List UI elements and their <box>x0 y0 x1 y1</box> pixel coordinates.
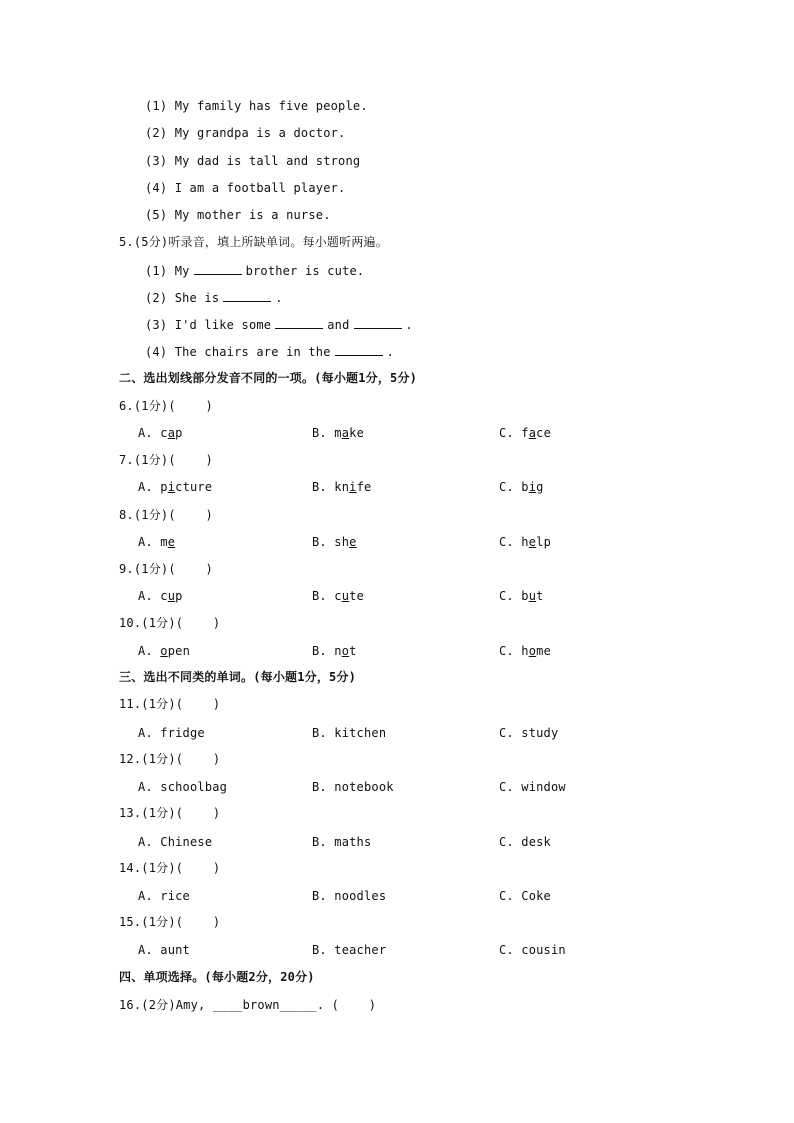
q6-stem: 6.(1分)( ) <box>119 399 213 413</box>
option-b[interactable]: B. notebook <box>312 780 394 794</box>
option-c[interactable]: C. cousin <box>499 943 566 957</box>
option-a[interactable]: A. me <box>138 535 176 549</box>
q4-sentence-4: (4) I am a football player. <box>145 181 346 195</box>
option-a[interactable]: A. rice <box>138 889 190 903</box>
option-c[interactable]: C. big <box>499 480 544 494</box>
option-a[interactable]: A. fridge <box>138 726 205 740</box>
option-b[interactable]: B. maths <box>312 835 372 849</box>
option-c[interactable]: C. face <box>499 426 552 440</box>
q7-stem: 7.(1分)( ) <box>119 453 213 467</box>
section-4-title: 四、单项选择。(每小题2分，20分) <box>119 970 315 984</box>
option-b[interactable]: B. teacher <box>312 943 387 957</box>
q4-sentence-3: (3) My dad is tall and strong <box>145 154 361 168</box>
q4-sentence-2: (2) My grandpa is a doctor. <box>145 126 346 140</box>
option-b[interactable]: B. make <box>312 426 365 440</box>
option-b[interactable]: B. noodles <box>312 889 387 903</box>
option-a[interactable]: A. picture <box>138 480 213 494</box>
q5-item-4: (4) The chairs are in the . <box>145 345 395 359</box>
blank-field[interactable] <box>275 316 323 329</box>
option-c[interactable]: C. Coke <box>499 889 551 903</box>
q13-stem: 13.(1分)( ) <box>119 806 221 820</box>
option-a[interactable]: A. cap <box>138 426 183 440</box>
q5-item-3: (3) I'd like some and . <box>145 318 413 332</box>
option-b[interactable]: B. not <box>312 644 357 658</box>
q5-stem: 5.(5分)听录音，填上所缺单词。每小题听两遍。 <box>119 235 388 249</box>
option-b[interactable]: B. kitchen <box>312 726 387 740</box>
q5-item-1: (1) My brother is cute. <box>145 264 365 278</box>
option-a[interactable]: A. cup <box>138 589 183 603</box>
section-3-title: 三、选出不同类的单词。(每小题1分，5分) <box>119 670 357 684</box>
blank-field[interactable] <box>335 343 383 356</box>
blank-field[interactable] <box>223 289 271 302</box>
option-c[interactable]: C. home <box>499 644 552 658</box>
option-b[interactable]: B. cute <box>312 589 365 603</box>
blank-field[interactable] <box>354 316 402 329</box>
q8-stem: 8.(1分)( ) <box>119 508 213 522</box>
q5-item-2: (2) She is . <box>145 291 283 305</box>
q4-sentence-5: (5) My mother is a nurse. <box>145 208 331 222</box>
option-a[interactable]: A. Chinese <box>138 835 213 849</box>
q15-stem: 15.(1分)( ) <box>119 915 221 929</box>
option-a[interactable]: A. aunt <box>138 943 190 957</box>
q12-stem: 12.(1分)( ) <box>119 752 221 766</box>
q10-stem: 10.(1分)( ) <box>119 616 221 630</box>
q16-stem: 16.(2分)Amy, ____brown_____. ( ) <box>119 998 377 1012</box>
option-c[interactable]: C. help <box>499 535 552 549</box>
option-a[interactable]: A. open <box>138 644 190 658</box>
option-c[interactable]: C. study <box>499 726 559 740</box>
section-2-title: 二、选出划线部分发音不同的一项。(每小题1分，5分) <box>119 371 418 385</box>
option-b[interactable]: B. she <box>312 535 357 549</box>
q4-sentence-1: (1) My family has five people. <box>145 99 368 113</box>
q14-stem: 14.(1分)( ) <box>119 861 221 875</box>
q9-stem: 9.(1分)( ) <box>119 562 213 576</box>
option-a[interactable]: A. schoolbag <box>138 780 228 794</box>
q11-stem: 11.(1分)( ) <box>119 697 221 711</box>
blank-field[interactable] <box>194 262 242 275</box>
option-c[interactable]: C. window <box>499 780 566 794</box>
option-b[interactable]: B. knife <box>312 480 372 494</box>
option-c[interactable]: C. desk <box>499 835 551 849</box>
option-c[interactable]: C. but <box>499 589 544 603</box>
